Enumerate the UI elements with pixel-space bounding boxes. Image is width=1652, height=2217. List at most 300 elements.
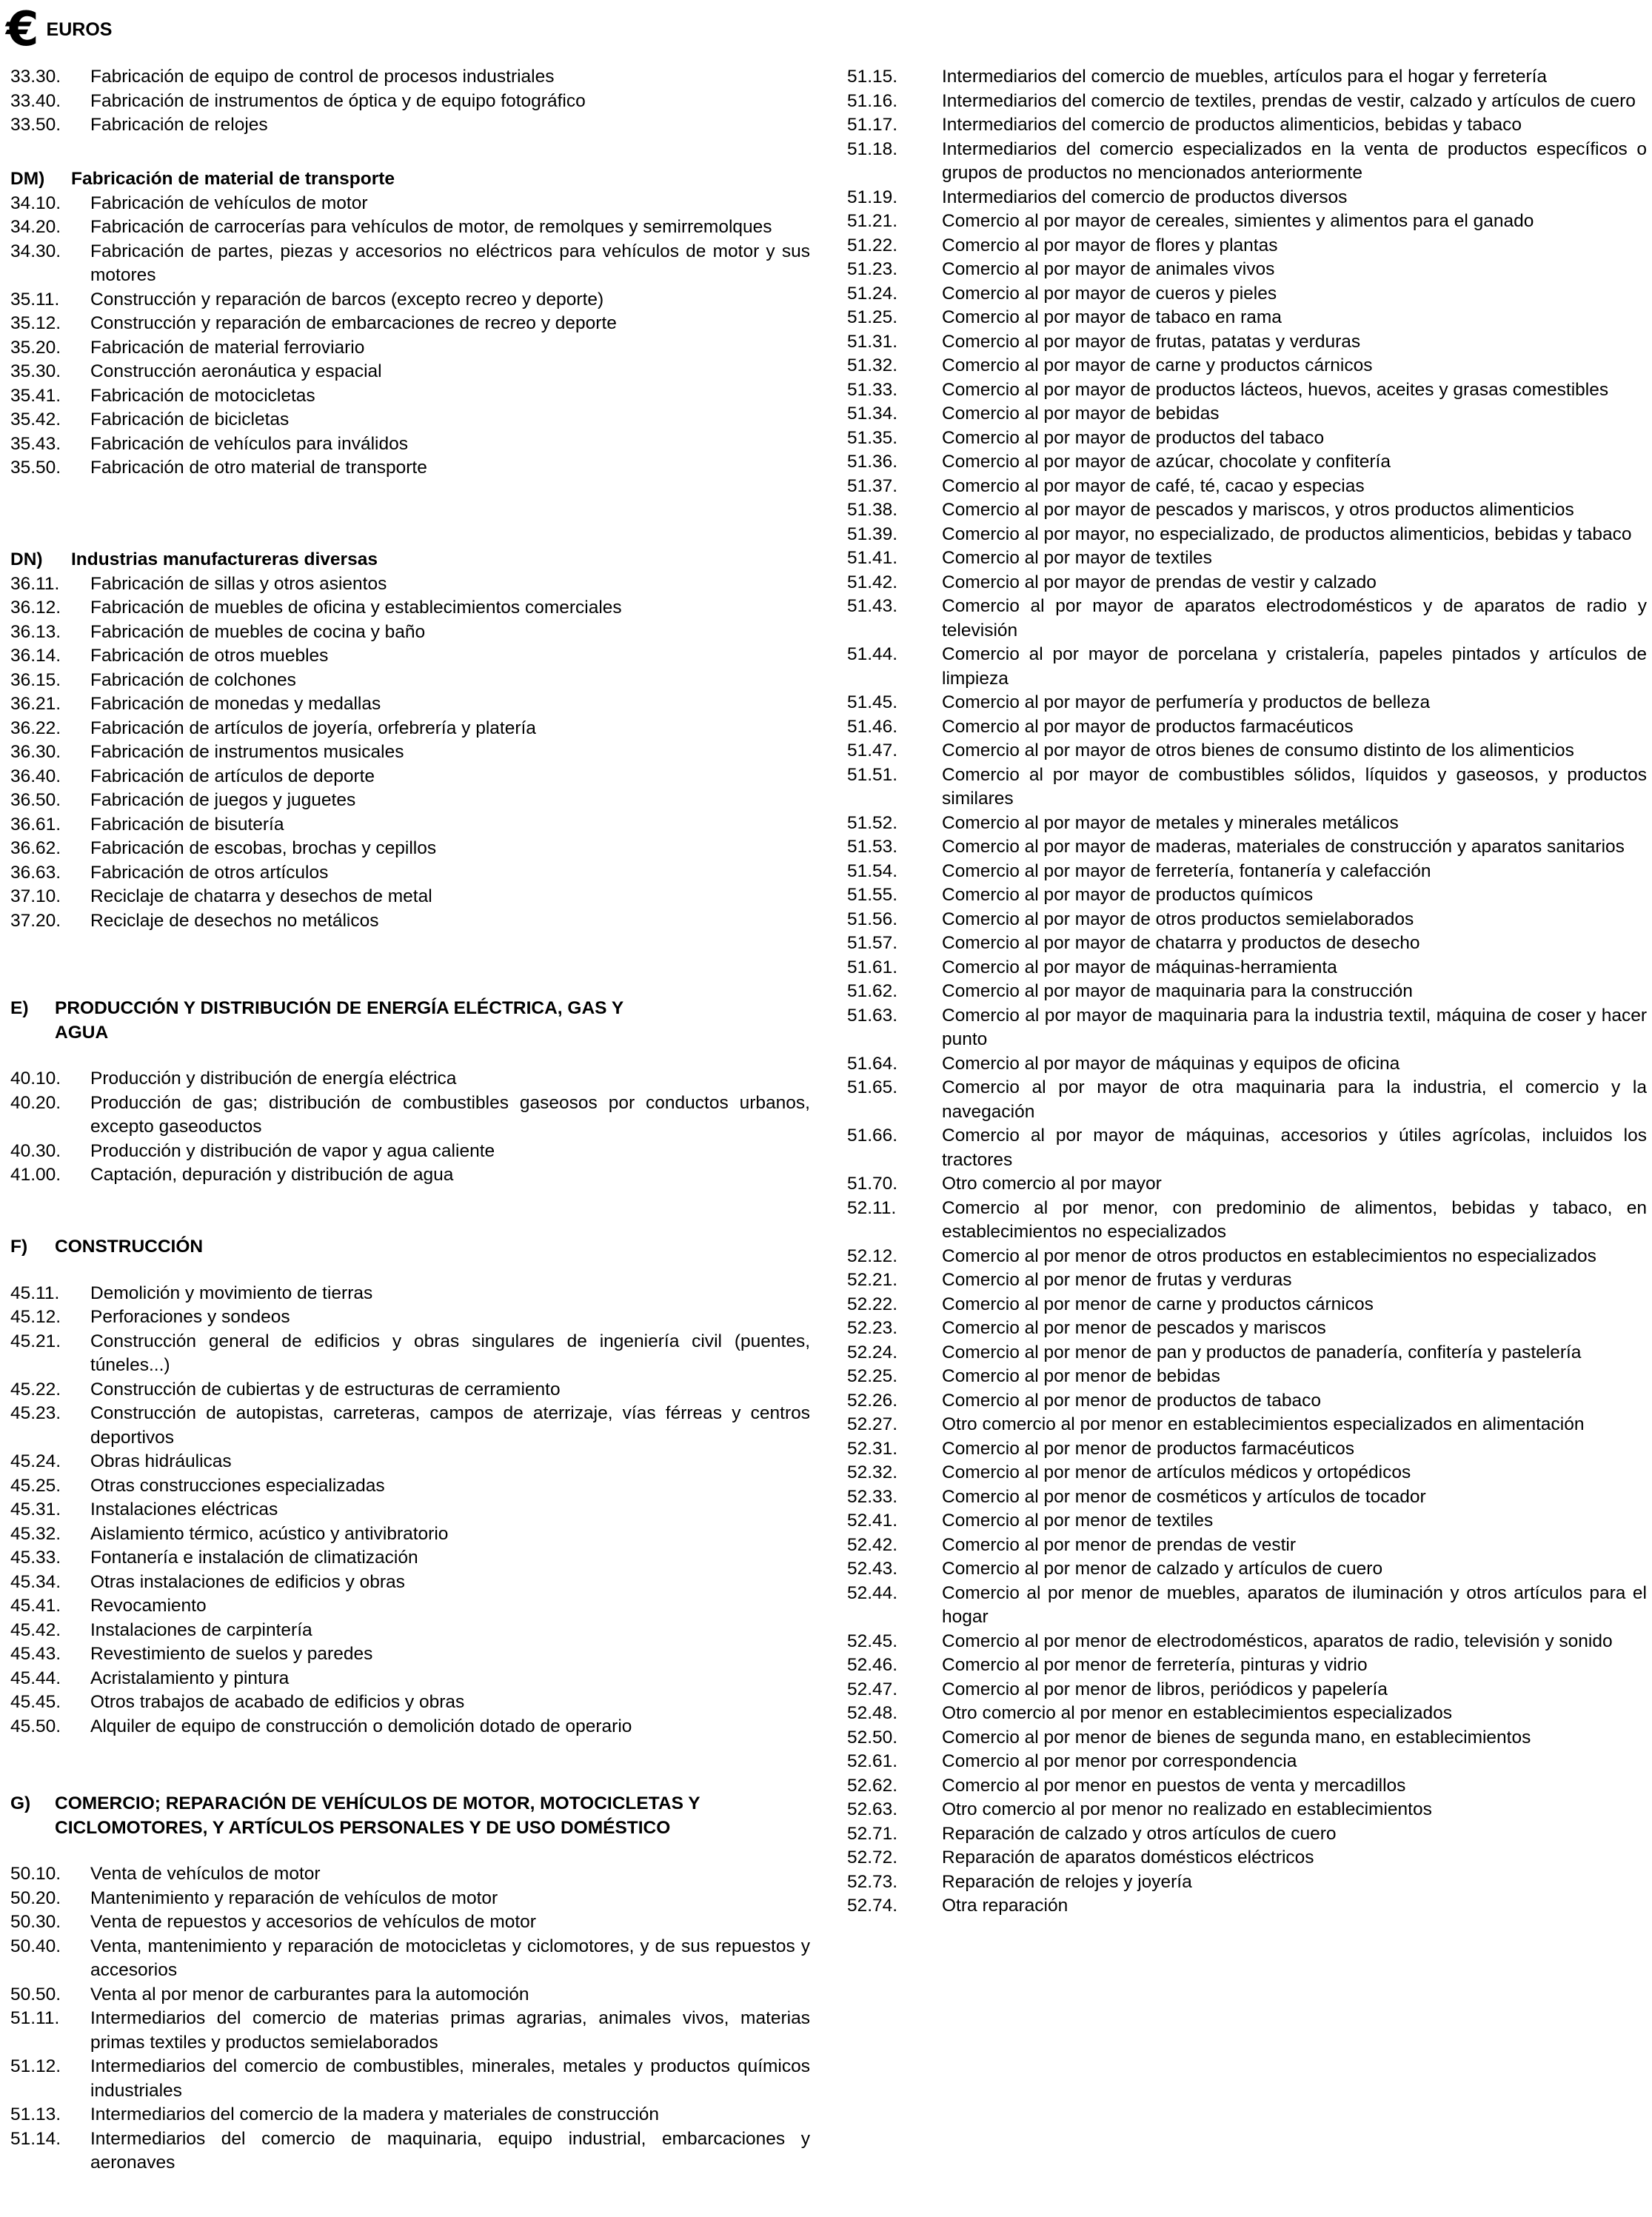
item-description: Comercio al por mayor de bebidas (942, 404, 1220, 424)
list-item (10, 2127, 810, 2176)
item-code: 52.46. (847, 1655, 898, 1675)
list-item (847, 1317, 1647, 1341)
item-description: Fabricación de sillas y otros asientos (90, 573, 387, 594)
item-code: 52.72. (847, 1848, 898, 1867)
item-code: 51.19. (847, 187, 898, 207)
item-description: Comercio al por mayor de maquinaria para la industria textil, máquina de coser y hacer punto (942, 1005, 1647, 1049)
item-description: Intermediarios del comercio de textiles, prendas de vestir, calzado y artículos de cuero (942, 90, 1636, 111)
item-code: 51.43. (847, 596, 898, 616)
item-description: Comercio al por mayor de otros productos semielaborados (942, 909, 1414, 929)
item-code: 51.39. (847, 524, 898, 544)
item-description: Comercio al por menor de artículos médicos y ortopédicos (942, 1462, 1411, 1482)
item-description: Fabricación de equipo de control de procesos industriales (90, 67, 555, 87)
item-description: Comercio al por menor de calzado y artículos de cuero (942, 1559, 1383, 1579)
item-code: 51.18. (847, 138, 898, 159)
list-item (847, 932, 1647, 956)
item-description: Fabricación de artículos de joyería, orfebrería y platería (90, 718, 536, 738)
item-code: 40.20. (10, 1092, 61, 1113)
item-description: Comercio al por mayor de animales vivos (942, 259, 1275, 279)
item-description: Intermediarios del comercio de productos alimenticios, bebidas y tabaco (942, 115, 1522, 135)
list-item (847, 1197, 1647, 1245)
item-description: Aislamiento térmico, acústico y antivibratorio (90, 1523, 449, 1544)
list-item (10, 312, 810, 336)
list-item (847, 643, 1647, 691)
list-item (847, 1365, 1647, 1389)
list-item (847, 1678, 1647, 1702)
list-item (847, 546, 1647, 571)
item-code: 33.50. (10, 115, 61, 135)
item-description: Comercio al por menor de pescados y mariscos (942, 1318, 1326, 1338)
item-code: 36.22. (10, 718, 61, 738)
item-code: 45.31. (10, 1499, 61, 1519)
list-item (847, 330, 1647, 355)
list-item (847, 1076, 1647, 1124)
list-item (847, 1726, 1647, 1750)
list-item (10, 1571, 810, 1595)
list-item (10, 2055, 810, 2103)
item-description: Intermediarios del comercio de combustibles, minerales, metales y productos químicos industriales (90, 2056, 810, 2101)
item-description: Comercio al por mayor de perfumería y productos de belleza (942, 692, 1431, 712)
item-code: 52.27. (847, 1414, 898, 1434)
item-code: 51.66. (847, 1126, 898, 1146)
item-description: Fabricación de vehículos de motor (90, 193, 368, 213)
item-description: Comercio al por mayor de productos del tabaco (942, 427, 1325, 448)
item-description: Fabricación de escobas, brochas y cepillos (90, 838, 437, 858)
list-item (10, 1498, 810, 1522)
item-code: 45.41. (10, 1596, 61, 1616)
item-code: 51.54. (847, 860, 898, 881)
item-description: Producción y distribución de vapor y agua caliente (90, 1140, 495, 1161)
item-code: 52.63. (847, 1799, 898, 1819)
item-code: 51.70. (847, 1174, 898, 1194)
item-description: Comercio al por menor de textiles (942, 1511, 1214, 1531)
item-code: 36.14. (10, 646, 61, 666)
list-item (10, 65, 810, 90)
item-description: Comercio al por menor de otros productos en establecimientos no especializados (942, 1245, 1596, 1266)
item-description: Construcción de cubiertas y de estructuras de cerramiento (90, 1379, 561, 1400)
item-code: 36.61. (10, 814, 61, 835)
item-description: Otras instalaciones de edificios y obras (90, 1571, 405, 1592)
item-code: 50.40. (10, 1936, 61, 1956)
item-code: 52.45. (847, 1631, 898, 1651)
item-code: 45.50. (10, 1716, 61, 1736)
list-item (10, 384, 810, 409)
item-description: Comercio al por mayor de chatarra y productos de desecho (942, 933, 1420, 953)
item-description: Instalaciones eléctricas (90, 1499, 278, 1519)
list-item (847, 812, 1647, 836)
list-item (10, 1330, 810, 1378)
list-item (10, 1691, 810, 1715)
list-item (847, 1894, 1647, 1919)
item-description: Revestimiento de suelos y paredes (90, 1644, 373, 1664)
item-code: 52.50. (847, 1727, 898, 1748)
item-code: 50.20. (10, 1887, 61, 1908)
item-code: 40.10. (10, 1069, 61, 1089)
item-code: 52.23. (847, 1318, 898, 1338)
item-code: 36.40. (10, 766, 61, 786)
item-description: Comercio al por menor de prendas de vestir (942, 1534, 1296, 1555)
item-code: 52.26. (847, 1390, 898, 1411)
item-description: Comercio al por mayor de prendas de vestir y calzado (942, 572, 1377, 592)
item-description: Comercio al por menor de bienes de segunda mano, en establecimientos (942, 1727, 1531, 1748)
item-description: Fabricación de relojes (90, 115, 268, 135)
list-item (847, 1750, 1647, 1774)
item-description: Intermediarios del comercio de maquinaria, equipo industrial, embarcaciones y aeronaves (90, 2128, 810, 2173)
list-item (847, 1846, 1647, 1870)
item-code: 45.11. (10, 1283, 60, 1303)
item-description: Otro comercio al por mayor (942, 1174, 1162, 1194)
item-code: 51.41. (847, 548, 898, 568)
item-code: 52.41. (847, 1511, 898, 1531)
item-code: 52.42. (847, 1534, 898, 1555)
item-description: Intermediarios del comercio de materias primas agrarias, animales vivos, materias primas textiles y productos semielaborados (90, 2008, 810, 2053)
list-item (10, 1594, 810, 1619)
section-dn (10, 548, 810, 933)
item-code: 51.46. (847, 716, 898, 737)
currency-header (6, 2, 113, 57)
list-item (10, 1935, 810, 1983)
item-description: Otro comercio al por menor en establecimientos especializados (942, 1703, 1453, 1723)
list-item (10, 621, 810, 645)
list-item (10, 1450, 810, 1474)
item-description: Comercio al por mayor de cueros y pieles (942, 283, 1277, 304)
list-item (847, 1245, 1647, 1269)
section-heading: F) CONSTRUCCIÓN (10, 1237, 204, 1257)
item-code: 40.30. (10, 1140, 61, 1161)
list-item (847, 1509, 1647, 1534)
item-code: 36.30. (10, 742, 61, 762)
list-item (847, 691, 1647, 715)
list-item (10, 1715, 810, 1739)
list-item (847, 1461, 1647, 1485)
item-code: 51.34. (847, 404, 898, 424)
list-item (10, 1163, 810, 1188)
item-description: Comercio al por mayor, no especializado, de productos alimenticios, bebidas y tabaco (942, 524, 1632, 544)
item-code: 51.36. (847, 452, 898, 472)
item-description: Fabricación de motocicletas (90, 385, 315, 406)
item-description: Producción y distribución de energía eléctrica (90, 1069, 457, 1089)
list-item (10, 1667, 810, 1691)
item-description: Fabricación de monedas y medallas (90, 694, 381, 714)
list-item (847, 956, 1647, 980)
item-description: Comercio al por menor de muebles, aparatos de iluminación y otros artículos para el hogar (942, 1582, 1647, 1627)
item-description: Fabricación de bisutería (90, 814, 284, 835)
item-description: Otros trabajos de acabado de edificios y obras (90, 1692, 465, 1712)
item-code: 52.32. (847, 1462, 898, 1482)
list-item (847, 1774, 1647, 1799)
item-code: 52.48. (847, 1703, 898, 1723)
item-description: Venta al por menor de carburantes para la automoción (90, 1984, 529, 2004)
item-code: 51.21. (847, 211, 898, 231)
item-description: Fabricación de instrumentos musicales (90, 742, 404, 762)
list-item (847, 1557, 1647, 1582)
item-description: Comercio al por mayor de café, té, cacao y especias (942, 475, 1365, 496)
item-description: Fabricación de artículos de deporte (90, 766, 375, 786)
item-description: Comercio al por menor de productos de tabaco (942, 1390, 1322, 1411)
list-item (10, 572, 810, 597)
item-code: 51.13. (10, 2104, 61, 2124)
item-description: Instalaciones de carpintería (90, 1619, 312, 1640)
item-description: Comercio al por mayor de máquinas-herramienta (942, 957, 1337, 977)
list-item (847, 210, 1647, 234)
item-code: 51.12. (10, 2056, 61, 2076)
item-code: 51.57. (847, 933, 898, 953)
item-description: Captación, depuración y distribución de agua (90, 1165, 454, 1185)
list-item (10, 1546, 810, 1571)
item-code: 51.64. (847, 1053, 898, 1074)
item-code: 36.11. (10, 573, 60, 594)
item-description: Revocamiento (90, 1596, 207, 1616)
item-description: Comercio al por mayor de tabaco en rama (942, 307, 1282, 327)
item-description: Comercio al por menor de carne y productos cárnicos (942, 1294, 1374, 1314)
list-item (10, 90, 810, 114)
item-description: Intermediarios del comercio de la madera y materiales de construcción (90, 2104, 660, 2124)
item-description: Comercio al por mayor de maderas, materiales de construcción y aparatos sanitarios (942, 837, 1625, 857)
item-description: Comercio al por menor de productos farmacéuticos (942, 1438, 1354, 1459)
item-description: Fabricación de vehículos para inválidos (90, 433, 408, 454)
item-description: Venta, mantenimiento y reparación de motocicletas y ciclomotores, y de sus repuestos y accesorios (90, 1936, 810, 1980)
item-code: 51.23. (847, 259, 898, 279)
item-code: 51.24. (847, 283, 898, 304)
item-description: Fabricación de otros artículos (90, 862, 329, 883)
item-description: Intermediarios del comercio de productos diversos (942, 187, 1348, 207)
item-code: 35.20. (10, 337, 61, 358)
item-code: 51.47. (847, 740, 898, 760)
list-item (847, 883, 1647, 908)
section-heading: E) PRODUCCIÓN Y DISTRIBUCIÓN DE ENERGÍA ELÉCTRICA, GAS Y AGUA (10, 998, 623, 1043)
list-item (10, 1862, 810, 1887)
list-item (10, 692, 810, 717)
item-description: Intermediarios del comercio de muebles, artículos para el hogar y ferretería (942, 67, 1548, 87)
list-item (847, 715, 1647, 740)
item-code: 35.12. (10, 313, 61, 333)
item-code: 51.62. (847, 981, 898, 1001)
item-description: Comercio al por mayor de productos químicos (942, 885, 1314, 905)
list-item (847, 450, 1647, 475)
list-item (10, 2007, 810, 2055)
list-item (847, 306, 1647, 330)
item-code: 51.17. (847, 115, 898, 135)
item-description: Comercio al por menor, con predominio de alimentos, bebidas y tabaco, en establecimientos no especializados (942, 1197, 1647, 1242)
list-item (10, 1091, 810, 1140)
item-description: Comercio al por mayor de ferretería, fontanería y calefacción (942, 860, 1431, 881)
item-description: Alquiler de equipo de construcción o demolición dotado de operario (90, 1716, 632, 1736)
item-description: Fabricación de material ferroviario (90, 337, 365, 358)
list-item (10, 1140, 810, 1164)
item-code: 35.42. (10, 409, 61, 429)
section-heading: DM) Fabricación de material de transporte (10, 169, 395, 189)
item-description: Comercio al por mayor de metales y minerales metálicos (942, 812, 1399, 833)
list-item (10, 1983, 810, 2007)
item-description: Reparación de calzado y otros artículos de cuero (942, 1823, 1337, 1844)
item-code: 35.30. (10, 361, 61, 381)
list-item (847, 498, 1647, 523)
list-item (10, 596, 810, 621)
item-description: Comercio al por mayor de productos lácteos, huevos, aceites y grasas comestibles (942, 379, 1609, 400)
list-item (10, 1474, 810, 1499)
item-code: 45.32. (10, 1523, 61, 1544)
list-item (847, 113, 1647, 138)
list-item (847, 571, 1647, 595)
item-description: Fabricación de instrumentos de óptica y de equipo fotográfico (90, 90, 586, 111)
item-code: 51.53. (847, 837, 898, 857)
list-item (847, 1172, 1647, 1197)
item-code: 52.21. (847, 1270, 898, 1290)
item-code: 52.73. (847, 1871, 898, 1892)
item-description: Comercio al por mayor de azúcar, chocolate y confitería (942, 452, 1391, 472)
item-description: Comercio al por mayor de pescados y mariscos, y otros productos alimenticios (942, 500, 1574, 520)
item-code: 50.10. (10, 1864, 61, 1884)
item-code: 50.50. (10, 1984, 61, 2004)
item-code: 37.20. (10, 910, 61, 931)
item-code: 51.38. (847, 500, 898, 520)
item-code: 52.71. (847, 1823, 898, 1844)
list-item (847, 1582, 1647, 1630)
item-description: Acristalamiento y pintura (90, 1668, 290, 1688)
item-code: 51.37. (847, 475, 898, 496)
list-item (10, 1305, 810, 1330)
item-code: 52.44. (847, 1582, 898, 1603)
item-description: Fabricación de partes, piezas y accesorios no eléctricos para vehículos de motor y sus motores (90, 241, 810, 285)
item-description: Comercio al por mayor de aparatos electrodomésticos y de aparatos de radio y televisión (942, 596, 1647, 641)
list-item (847, 908, 1647, 932)
item-code: 50.30. (10, 1912, 61, 1932)
list-item (10, 288, 810, 312)
list-g (10, 1862, 810, 2176)
item-description: Construcción y reparación de embarcaciones de recreo y deporte (90, 313, 617, 333)
item-description: Comercio al por menor de pan y productos de panadería, confitería y pastelería (942, 1342, 1582, 1362)
item-description: Perforaciones y sondeos (90, 1307, 290, 1327)
list-item (10, 456, 810, 481)
item-description: Venta de vehículos de motor (90, 1864, 321, 1884)
list-f (10, 1282, 810, 1739)
item-code: 51.16. (847, 90, 898, 111)
item-description: Construcción aeronáutica y espacial (90, 361, 382, 381)
item-description: Comercio al por menor de electrodomésticos, aparatos de radio, televisión y sonido (942, 1631, 1613, 1651)
item-code: 52.43. (847, 1559, 898, 1579)
item-code: 45.42. (10, 1619, 61, 1640)
item-description: Comercio al por mayor de porcelana y cristalería, papeles pintados y artículos de limpieza (942, 644, 1647, 689)
section-heading: DN) Industrias manufactureras diversas (10, 549, 378, 569)
item-code: 34.20. (10, 217, 61, 237)
list-33 (10, 65, 810, 138)
item-code: 35.11. (10, 289, 60, 310)
list-item (847, 1485, 1647, 1510)
item-code: 45.33. (10, 1548, 61, 1568)
item-code: 45.25. (10, 1475, 61, 1496)
list-item (10, 1282, 810, 1306)
list-item (847, 138, 1647, 186)
section-e (10, 997, 810, 1188)
list-item (847, 427, 1647, 451)
list-item (847, 595, 1647, 643)
list-item (10, 1378, 810, 1402)
item-code: 52.11. (847, 1197, 897, 1218)
item-code: 52.33. (847, 1486, 898, 1507)
item-code: 52.22. (847, 1294, 898, 1314)
list-item (847, 763, 1647, 812)
item-code: 52.61. (847, 1751, 898, 1771)
item-code: 51.56. (847, 909, 898, 929)
section-f (10, 1235, 810, 1739)
list-item (10, 765, 810, 789)
item-code: 51.42. (847, 572, 898, 592)
section-g (10, 1792, 810, 2176)
list-item (847, 65, 1647, 90)
item-description: Comercio al por mayor de textiles (942, 548, 1212, 568)
item-code: 45.24. (10, 1451, 61, 1471)
list-item (10, 789, 810, 813)
item-code: 51.44. (847, 644, 898, 664)
list-item (10, 432, 810, 457)
list-item (10, 717, 810, 741)
item-code: 51.51. (847, 764, 898, 785)
item-code: 51.15. (847, 67, 898, 87)
item-description: Comercio al por menor de cosméticos y artículos de tocador (942, 1486, 1426, 1507)
list-item (847, 90, 1647, 114)
list-item (847, 1798, 1647, 1822)
item-code: 36.63. (10, 862, 61, 883)
item-description: Reciclaje de chatarra y desechos de metal (90, 886, 432, 906)
list-item (10, 336, 810, 361)
list-e (10, 1067, 810, 1188)
list-item (10, 192, 810, 216)
item-code: 51.35. (847, 427, 898, 448)
item-description: Comercio al por menor en puestos de venta y mercadillos (942, 1775, 1406, 1796)
item-description: Otra reparación (942, 1896, 1069, 1916)
item-code: 36.12. (10, 598, 61, 618)
item-code: 36.15. (10, 669, 61, 690)
list-item (847, 475, 1647, 499)
list-item (847, 1534, 1647, 1558)
item-description: Fabricación de carrocerías para vehículos de motor, de remolques y semirremolques (90, 217, 772, 237)
list-item (847, 835, 1647, 860)
list-item (10, 644, 810, 669)
item-description: Fabricación de muebles de cocina y baño (90, 621, 426, 642)
item-code: 36.50. (10, 790, 61, 810)
list-item (847, 186, 1647, 210)
currency-label: EUROS (46, 19, 113, 40)
item-code: 35.41. (10, 385, 61, 406)
item-description: Comercio al por mayor de máquinas y equipos de oficina (942, 1053, 1400, 1074)
item-code: 52.25. (847, 1366, 898, 1386)
item-code: 35.43. (10, 433, 61, 454)
item-description: Fabricación de otro material de transporte (90, 458, 427, 478)
item-code: 51.14. (10, 2128, 61, 2149)
list-item (10, 240, 810, 288)
item-description: Construcción y reparación de barcos (excepto recreo y deporte) (90, 289, 604, 310)
item-description: Otro comercio al por menor en establecimientos especializados en alimentación (942, 1414, 1585, 1434)
item-description: Comercio al por mayor de cereales, simientes y alimentos para el ganado (942, 211, 1534, 231)
item-code: 51.22. (847, 235, 898, 255)
item-code: 45.12. (10, 1307, 61, 1327)
list-item (10, 1619, 810, 1643)
item-description: Intermediarios del comercio especializados en la venta de productos específicos o grupos de productos no mencionados anteriormente (942, 138, 1647, 183)
list-item (847, 1437, 1647, 1462)
item-description: Otras construcciones especializadas (90, 1475, 385, 1496)
list-item (847, 523, 1647, 547)
list-item (10, 885, 810, 909)
list-item (10, 909, 810, 934)
list-item (10, 1910, 810, 1935)
item-description: Comercio al por mayor de maquinaria para la construcción (942, 981, 1413, 1001)
list-item (10, 861, 810, 886)
item-description: Comercio al por menor de frutas y verduras (942, 1270, 1292, 1290)
list-item (10, 1522, 810, 1547)
item-description: Venta de repuestos y accesorios de vehículos de motor (90, 1912, 536, 1932)
list-item (847, 1052, 1647, 1077)
list-item (847, 354, 1647, 378)
